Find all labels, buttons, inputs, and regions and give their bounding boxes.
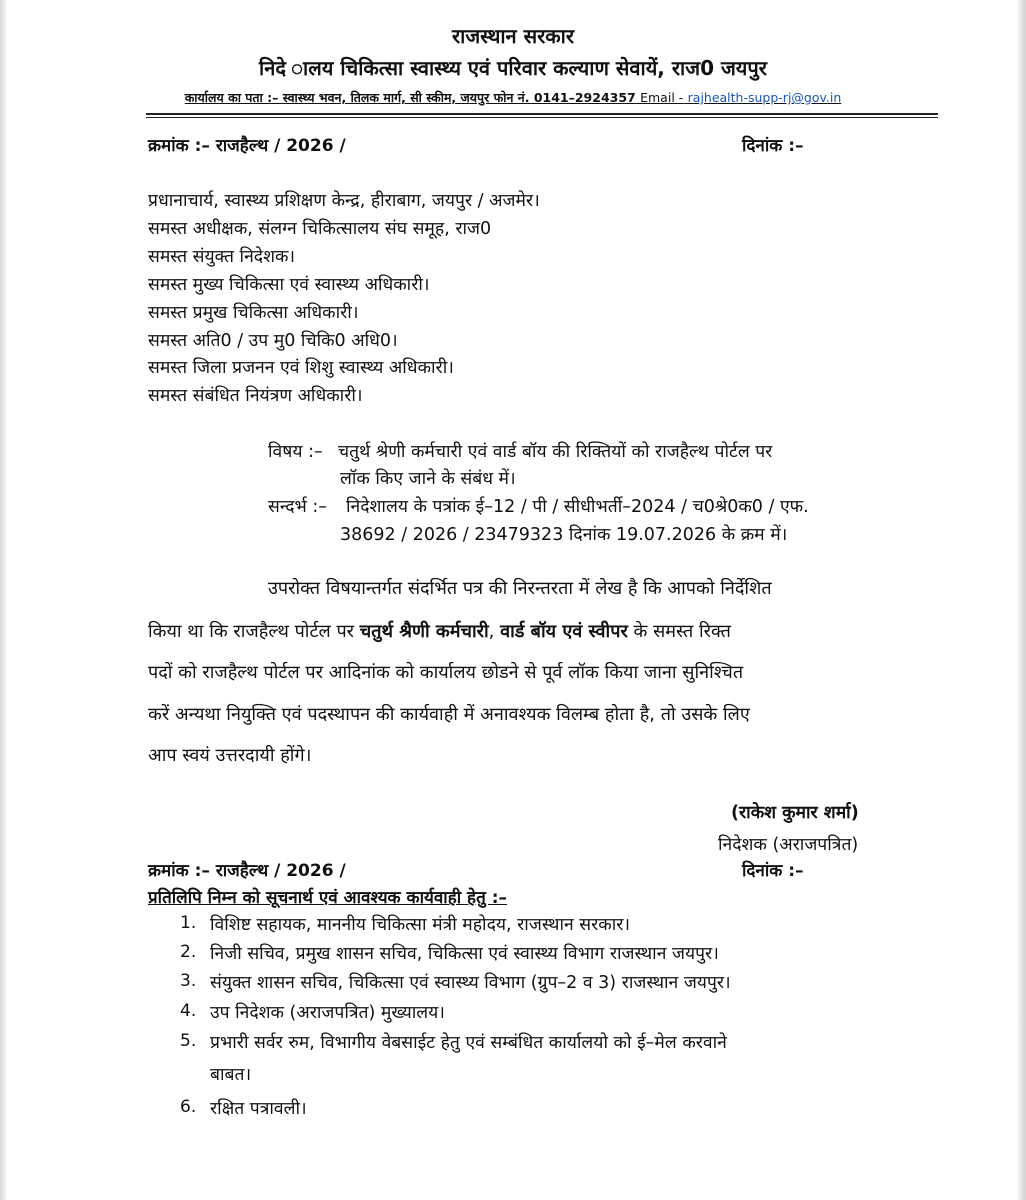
- department-name: निदे ालय चिकित्सा स्वास्थ्य एवं परिवार कल्याण सेवायें, राज0 जयपुर: [259, 56, 767, 80]
- recipient-line: समस्त जिला प्रजनन एवं शिशु स्वास्थ्य अधिकारी।: [148, 358, 454, 378]
- copy-item-text: विशिष्ट सहायक, माननीय चिकित्सा मंत्री महोदय, राजस्थान सरकार।: [210, 915, 631, 935]
- copy-item-number: 1.: [180, 913, 197, 933]
- recipient-line: समस्त प्रमुख चिकित्सा अधिकारी।: [148, 303, 359, 323]
- copy-item-number: 6.: [180, 1097, 197, 1117]
- body-line: पदों को राजहैल्थ पोर्टल पर आदिनांक को कार्यालय छोडने से पूर्व लॉक किया जाना सुनिश्चित: [148, 662, 744, 683]
- body-line: करें अन्यथा नियुक्ति एवं पदस्थापन की कार्यवाही में अनावश्यक विलम्ब होता है, तो उसके लिए: [148, 704, 750, 725]
- recipient-line: समस्त अधीक्षक, संलग्न चिकित्सालय संघ समूह, राज0: [148, 219, 492, 239]
- body-emphasis: चतुर्थ श्रैणी कर्मचारी: [359, 621, 489, 642]
- copy-reference-date: दिनांक :–: [742, 861, 804, 881]
- body-text: किया था कि राजहैल्थ पोर्टल पर: [148, 621, 355, 642]
- header-rule-thin: [146, 117, 938, 118]
- reference-date: दिनांक :–: [742, 136, 804, 156]
- copy-heading: प्रतिलिपि निम्न को सूचनार्थ एवं आवश्यक कार्यवाही हेतु :–: [148, 888, 507, 908]
- recipient-line: समस्त अति0 / उप मु0 चिकि0 अधि0।: [148, 331, 398, 351]
- body-emphasis: वार्ड बॉय एवं स्वीपर: [500, 621, 628, 642]
- copy-item-text: उप निदेशक (अराजपत्रित) मुख्यालय।: [210, 1003, 445, 1023]
- subject-label: विषय :–: [268, 442, 323, 462]
- office-address: [0, 89, 1026, 106]
- body-line: उपरोक्त विषयान्तर्गत संदर्भित पत्र की निरन्तरता में लेख है कि आपको निर्देशित: [268, 578, 772, 599]
- signatory-designation: निदेशक (अराजपत्रित): [718, 835, 859, 855]
- body-line: [148, 619, 731, 643]
- copy-item-number: 2.: [180, 942, 197, 962]
- subject-line: लॉक किए जाने के संबंध में।: [340, 469, 516, 489]
- context-label: सन्दर्भ :–: [268, 497, 328, 517]
- email-label: Email -: [640, 90, 684, 105]
- page-edge-left: [0, 0, 6, 1200]
- recipient-line: समस्त मुख्य चिकित्सा एवं स्वास्थ्य अधिकारी।: [148, 275, 430, 295]
- address-text: कार्यालय का पता :– स्वास्थ्य भवन, तिलक मार्ग, सी स्कीम, जयपुर फोन नं. 0141–2924357: [184, 90, 636, 105]
- body-line: आप स्वयं उत्तरदायी होंगे।: [148, 745, 312, 766]
- context-line: निदेशालय के पत्रांक ई–12 / पी / सीधीभर्ती–2024 / च0श्रे0क0 / एफ.: [346, 497, 809, 517]
- recipient-line: समस्त संबंधित नियंत्रण अधिकारी।: [148, 386, 363, 406]
- government-name: राजस्थान सरकार: [451, 24, 575, 48]
- header-rule-thick: [146, 113, 938, 115]
- copy-item-number: 3.: [180, 971, 197, 991]
- copy-item-number: 5.: [180, 1031, 197, 1051]
- copy-item-text: निजी सचिव, प्रमुख शासन सचिव, चिकित्सा एवं स्वास्थ्य विभाग राजस्थान जयपुर।: [210, 944, 719, 964]
- subject-line: चतुर्थ श्रेणी कर्मचारी एवं वार्ड बॉय की रिक्तियों को राजहैल्थ पोर्टल पर: [338, 442, 773, 462]
- copy-item-text: रक्षित पत्रावली।: [210, 1099, 307, 1119]
- copy-item-text: प्रभारी सर्वर रुम, विभागीय वेबसाईट हेतु एवं सम्बंधित कार्यालयो को ई–मेल करवाने: [210, 1033, 727, 1053]
- page-edge-right: [1018, 0, 1026, 1200]
- recipient-line: प्रधानाचार्य, स्वास्थ्य प्रशिक्षण केन्द्र, हीराबाग, जयपुर / अजमेर।: [148, 191, 540, 211]
- email-link[interactable]: rajhealth-supp-rj@gov.in: [687, 90, 842, 105]
- reference-number: क्रमांक :– राजहैल्थ / 2026 /: [148, 136, 346, 156]
- copy-item-text-cont: बाबत।: [210, 1065, 252, 1085]
- context-line: 38692 / 2026 / 23479323 दिनांक 19.07.2026 के क्रम में।: [340, 525, 788, 545]
- copy-reference-number: क्रमांक :– राजहैल्थ / 2026 /: [148, 861, 346, 881]
- recipient-line: समस्त संयुक्त निदेशक।: [148, 247, 296, 267]
- copy-item-number: 4.: [180, 1001, 197, 1021]
- body-comma: ,: [488, 621, 495, 642]
- copy-item-text: संयुक्त शासन सचिव, चिकित्सा एवं स्वास्थ्य विभाग (ग्रुप–2 व 3) राजस्थान जयपुर।: [210, 973, 731, 993]
- body-text: के समस्त रिक्त: [633, 621, 731, 642]
- signatory-name: (राकेश कुमार शर्मा): [731, 803, 859, 823]
